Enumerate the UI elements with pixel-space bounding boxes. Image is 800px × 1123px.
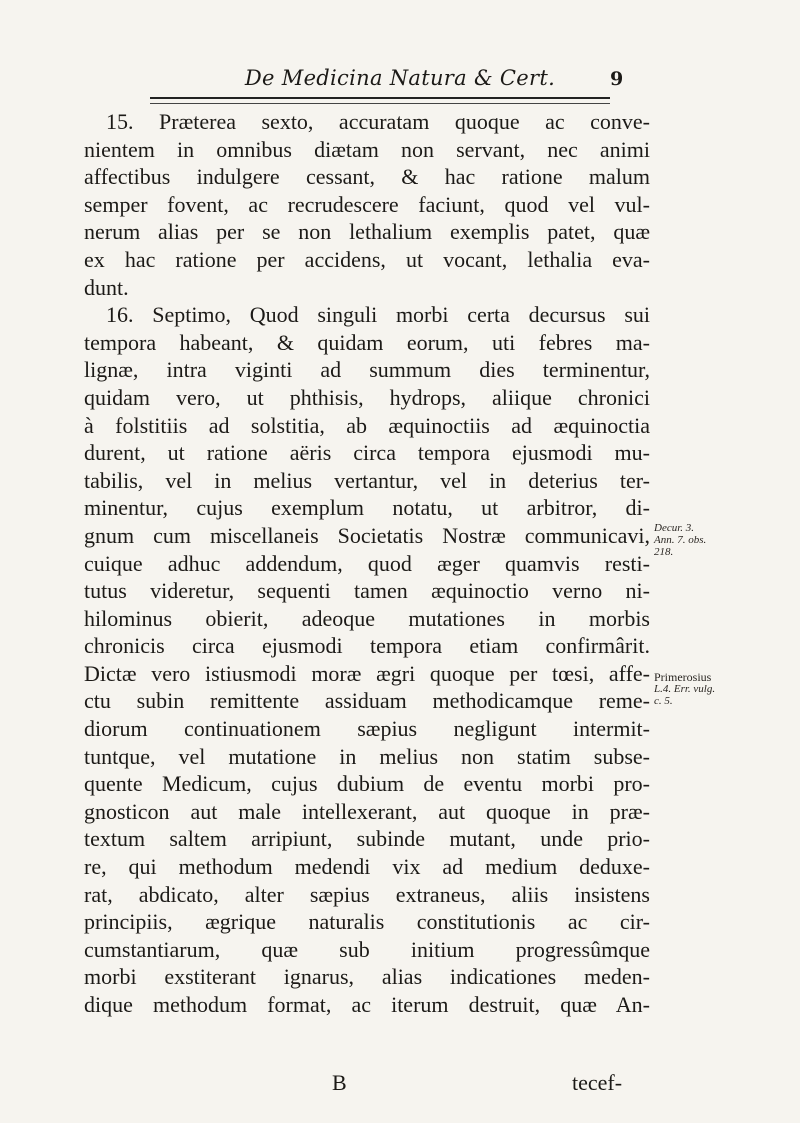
text-line: tutus videretur, sequenti tamen æquinoctio verno ni- [84,578,650,604]
margin-note-primerosius [654,671,794,707]
text-line: gnum cum miscellaneis Societatis Nostræ communicavi, [84,522,650,548]
text-line: nientem in omnibus diætam non servant, nec animi [84,136,650,162]
text-line: tabilis, vel in melius vertantur, vel in deterius ter- [84,467,650,493]
margin-line: 218. [654,546,674,558]
text-line: lignæ, intra viginti ad summum dies terminentur, [84,357,650,383]
text-line: hilominus obierit, adeoque mutationes in morbis [84,605,650,631]
margin-line: Primerosius [654,670,712,684]
text-line: chronicis circa ejusmodi tempora etiam confirmârit. [84,633,650,659]
text-line: à folstitiis ad solstitia, ab æquinoctiis ad æquinoctia [84,412,650,438]
margin-line: Ann. 7. obs. [654,534,707,546]
text-line: diorum continuationem sæpius negligunt intermit- [84,716,650,742]
margin-line: L.4. Err. vulg. [654,683,716,695]
text-line: quidam vero, ut phthisis, hydrops, aliique chronici [84,384,650,410]
text-line: 15. Præterea sexto, accuratam quoque ac conve- [106,109,650,134]
text-line: durent, ut ratione aëris circa tempora ejusmodi mu- [84,440,650,466]
text-line: tuntque, vel mutatione in melius non statim subse- [84,743,650,769]
margin-line: Decur. 3. [654,522,695,534]
text-line: dique methodum format, ac iterum destruit, quæ An- [84,992,650,1017]
running-head: De Medicina Natura & Cert. [244,66,556,90]
header-rule [150,97,610,104]
text-line: dunt. [84,274,129,300]
text-line: textum saltem arripiunt, subinde mutant, unde prio- [84,826,650,852]
margin-note-decur [654,522,794,558]
text-line: ex hac ratione per accidens, ut vocant, lethalia eva- [84,246,650,272]
margin-line: c. 5. [654,695,673,707]
text-line: ctu subin remittente assiduam methodicamque reme- [84,688,650,714]
text-line: principiis, ægrique naturalis constitutionis ac cir- [84,909,650,935]
text-line: affectibus indulgere cessant, & hac ratione malum [84,164,650,190]
text-line: cumstantiarum, quæ sub initium progressûmque [84,936,650,962]
text-line: morbi exstiterant ignarus, alias indicationes meden- [84,964,650,990]
page-mark: 9 [610,68,624,90]
text-line: 16. Septimo, Quod singuli morbi certa decursus sui [106,302,650,328]
text-line: nerum alias per se non lethalium exemplis patet, quæ [84,219,650,245]
text-line: cuique adhuc addendum, quod æger quamvis resti- [84,550,650,576]
text-line: minentur, cujus exemplum notatu, ut arbitror, di- [84,495,650,521]
body-text [84,108,650,1019]
text-line: gnosticon aut male intellexerant, aut quoque in præ- [84,798,650,824]
text-line: semper fovent, ac recrudescere faciunt, quod vel vul- [84,191,650,217]
text-line: quente Medicum, cujus dubium de eventu morbi pro- [84,771,650,797]
text-line: rat, abdicato, alter sæpius extraneus, aliis insistens [84,881,650,907]
catchword: tecef- [572,1070,623,1095]
text-line: re, qui methodum medendi vix ad medium deduxe- [84,854,650,880]
signature-mark: B [332,1070,347,1095]
text-line: Dictæ vero istiusmodi moræ ægri quoque per tœsi, affe- [84,660,650,686]
text-line: tempora habeant, & quidam eorum, uti febres ma- [84,329,650,355]
